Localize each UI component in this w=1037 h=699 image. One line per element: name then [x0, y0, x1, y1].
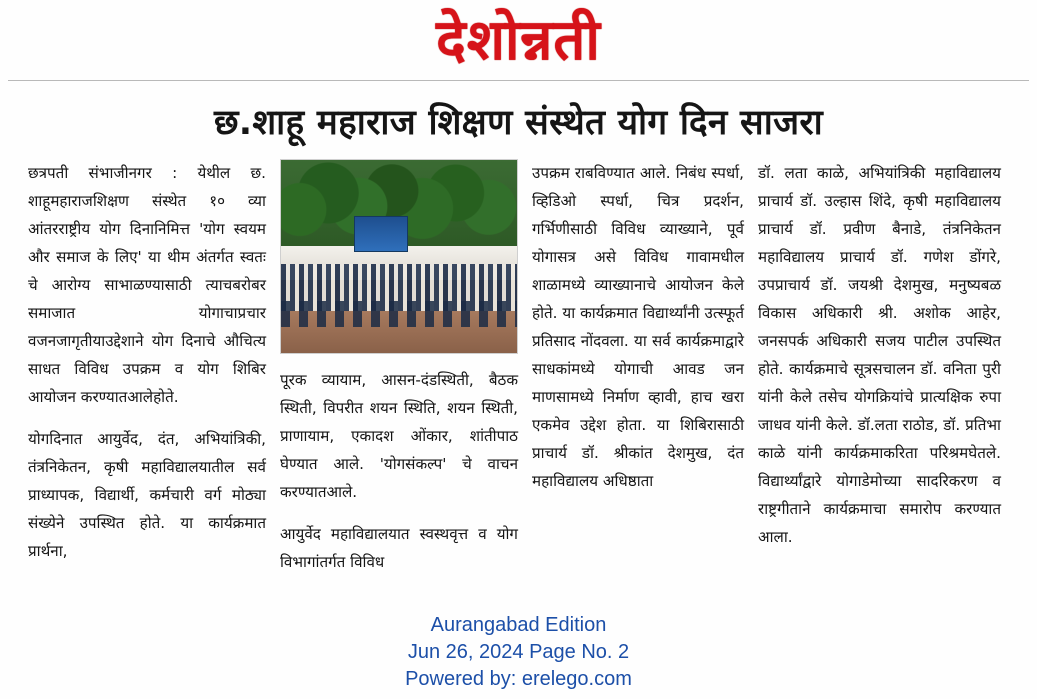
article-column-2	[280, 159, 518, 571]
footer-edition: Aurangabad Edition	[430, 614, 607, 636]
column3-paragraph-1: उपक्रम राबविण्यात आले. निबंध स्पर्धा, व्हिडिओ स्पर्धा, चित्र प्रदर्शन, गर्भिणीसाठी विविध व्याख्याने, पूर्व योगासत्र असे विविध गावामधील शाळामध्ये व्याख्यानाचे आयोजन केले होते. या कार्यक्रमात विद्यार्थ्यांनी उत्स्फूर्त प्रतिसाद नोंदवला. या सर्व कार्यक्रमाद्वारे साधकांमध्ये योगाची आवड जन माणसामध्ये निर्माण व्हावी, हाच खरा एकमेव उद्देश होता. या शिबिरासाठी प्राचार्य डॉ. श्रीकांत देशमुख, दंत महाविद्यालय अधिष्ठाता	[532, 164, 744, 490]
article-column-4	[758, 159, 1001, 559]
article-headline: छ.शाहू महाराज शिक्षण संस्थेत योग दिन साजरा	[213, 103, 824, 143]
column2-paragraph-1: पूरक व्यायाम, आसन-दंडस्थिती, बैठक स्थिती, विपरीत शयन स्थिति, शयन स्थिती, प्राणायाम, एकादश ओंकार, शांतीपाठ घेण्यात आले. 'योगसंकल्प' चे वाचन करण्यातआले.	[280, 371, 518, 501]
footer-powered-by: Powered by: erelego.com	[405, 668, 632, 690]
article-photo	[280, 159, 518, 354]
column1-paragraph-1: छत्रपती संभाजीनगर : येथील छ. शाहूमहाराजशिक्षण संस्थेत १० व्या आंतरराष्ट्रीय योग दिनानिमित्त 'योग स्वयम और समाज के लिए' या थीम अंतर्गत स्वतः चे आरोग्य साभाळण्यासाठी त्याचबरोबर समाजात योगाचाप्रचार वजनजागृतीयाउद्देशाने योग दिनाचे औचित्य साधत विविध उपक्रम व योग शिबिर आयोजन करण्यातआलेहोते.	[28, 164, 266, 406]
column1-paragraph-2: योगदिनात आयुर्वेद, दंत, अभियांत्रिकी, तंत्रनिकेतन, कृषी महाविद्यालयातील सर्व प्राध्यापक, विद्यार्थी, कर्मचारी वर्ग मोठ्या संख्येने उपस्थित होते. या कार्यक्रमात प्रार्थना,	[28, 430, 266, 560]
column4-paragraph-1: डॉ. लता काळे, अभियांत्रिकी महाविद्यालय प्राचार्य डॉ. उल्हास शिंदे, कृषी महाविद्यालय प्राचार्य डॉ. प्रवीण बैनाडे, तंत्रनिकेतन महाविद्यालय प्राचार्य डॉ. गणेश डोंगरे, उपप्राचार्य डॉ. जयश्री देशमुख, मनुष्यबळ विकास अधिकारी श्री. अशोक आहेर, जनसपर्क अधिकारी सजय पाटील उपस्थित होते. कार्यक्रमाचे सूत्रसचालन डॉ. वनिता पुरी यांनी केले तसेच योगक्रियांचे प्रात्यक्षिक रुपा जाधव यांनी केले. डॉ.लता राठोड, डॉ. प्रतिभा काळे यांनी कार्यक्रमाकरिता परिश्रमघेतले. विद्यार्थ्यांद्वारे योगाडेमोच्या सादरिकरण व राष्ट्रगीताने कार्यक्रमाचा समारोप करण्यात आला.	[758, 164, 1001, 546]
article-body	[0, 159, 1037, 571]
photo-banner	[354, 216, 408, 252]
article-column-3	[532, 159, 744, 559]
footer-date-page: Jun 26, 2024 Page No. 2	[407, 641, 630, 663]
page-footer	[0, 612, 1037, 693]
masthead	[0, 0, 1037, 78]
column2-paragraph-2: आयुर्वेद महाविद्यालयात स्वस्थवृत्त व योग विभागांतर्गत विविध	[280, 525, 518, 571]
article-column-1	[28, 159, 266, 559]
masthead-title: देशोन्नती	[436, 8, 601, 73]
photo-front-row	[281, 301, 517, 327]
photo-background	[281, 160, 517, 353]
